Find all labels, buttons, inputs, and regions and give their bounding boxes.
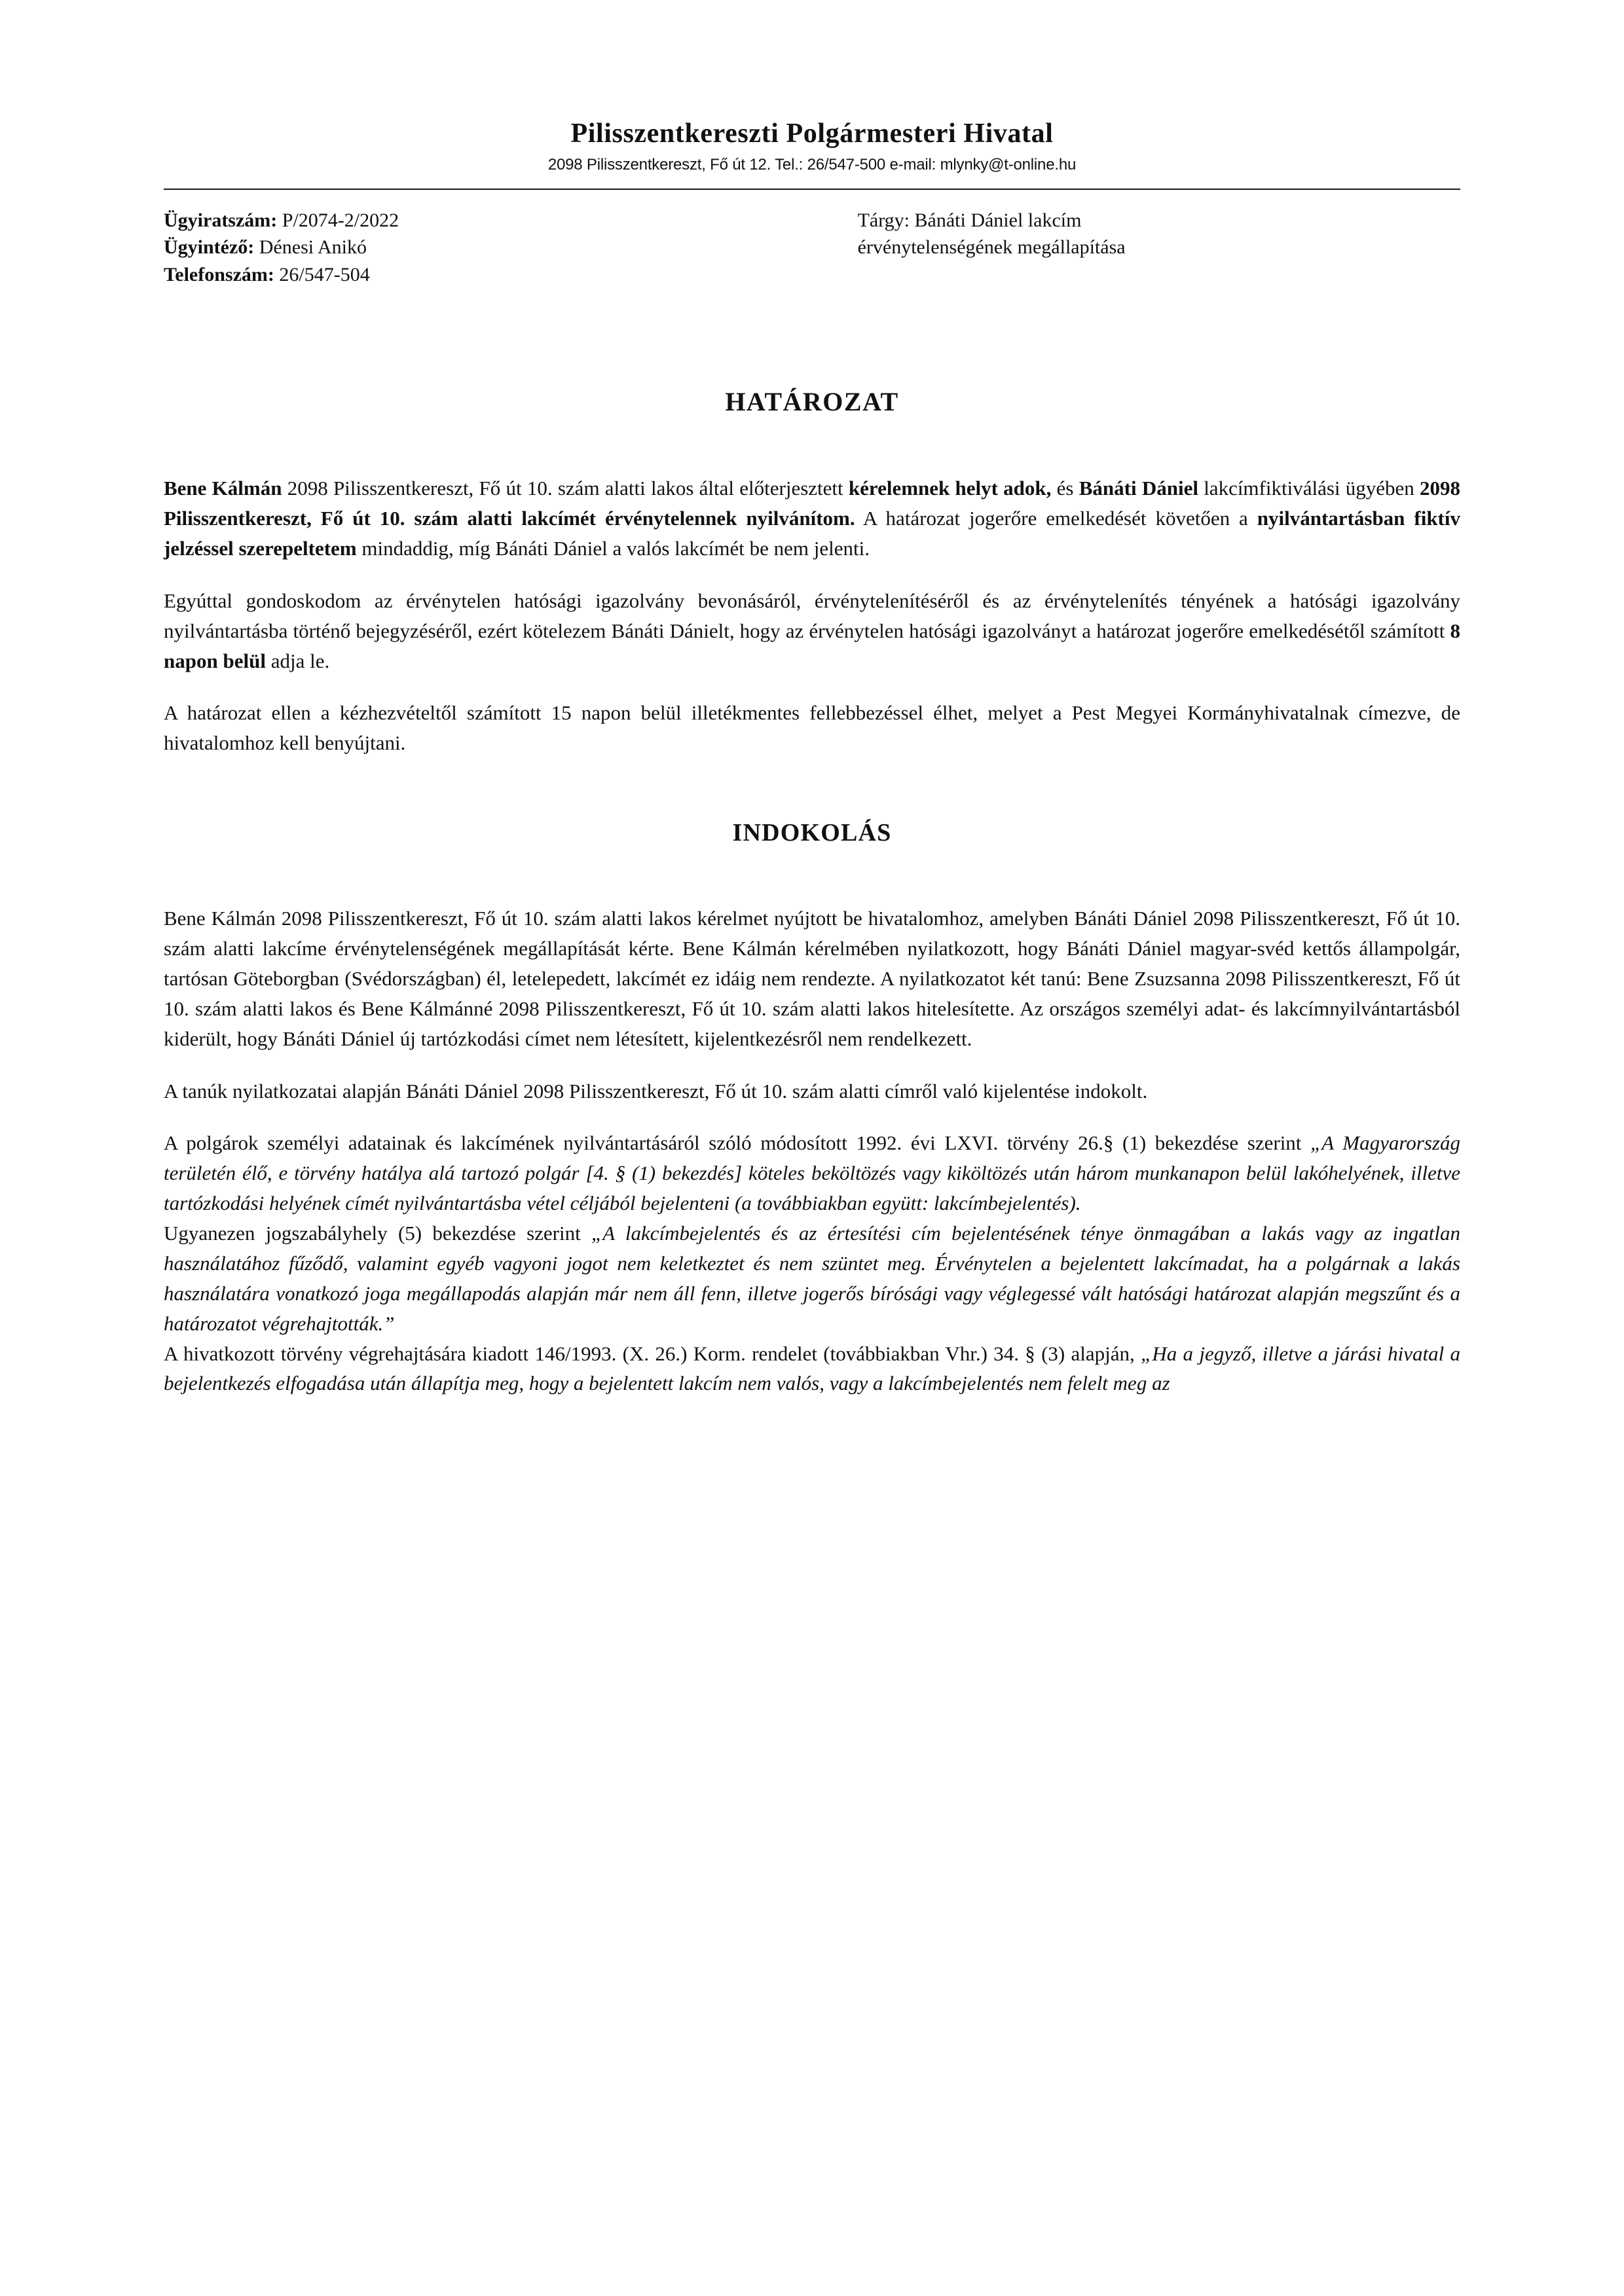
header-divider bbox=[164, 189, 1460, 190]
phone-value: 26/547-504 bbox=[279, 263, 370, 285]
reasoning-p4-text: Ugyanezen jogszabályhely (5) bekezdése szerint bbox=[164, 1222, 591, 1245]
clerk-label: Ügyintéző: bbox=[164, 236, 255, 259]
clerk-row bbox=[164, 234, 838, 261]
phone-row bbox=[164, 261, 838, 288]
office-contact: 2098 Pilisszentkereszt, Fő út 12. Tel.: 26/547-500 e-mail: mlynky@t-online.hu bbox=[547, 156, 1077, 173]
clerk-value: Dénesi Anikó bbox=[259, 236, 367, 259]
decision-p1-text-c: lakcímfiktiválási ügyében bbox=[1198, 477, 1420, 500]
reasoning-p3-quote: „A Magyarország területén élő, e törvény hatálya alá tartozó polgár [4. § (1) bekezdés] köteles beköltözés vagy kiköltözés után három munkanapon belül lakóhelyének, illetve tartózkodási helyének címét nyilvántartásba vétel céljából bejelenteni (a továbbiakban együtt: lakcímbejelentés). bbox=[164, 1131, 1460, 1215]
decision-p1-fictive-flag: nyilvántartásban fiktív jelzéssel szerepeltetem bbox=[164, 507, 1460, 560]
case-number-value: P/2074-2/2022 bbox=[282, 210, 399, 231]
decision-p1-address-void: 2098 Pilisszentkereszt, Fő út 10. szám alatti lakcímét érvénytelennek nyilvánítom. bbox=[164, 477, 1461, 530]
decision-p1-text-b: és bbox=[1051, 477, 1079, 500]
decision-paragraph-3: A határozat ellen a kézhezvételtől számított 15 napon belül illetékmentes fellebbezéssel élhet, melyet a Pest Megyei Kormányhivatalnak címezve, de hivatalomhoz kell benyújtani. bbox=[164, 701, 1460, 755]
decision-paragraph-2 bbox=[164, 586, 1460, 676]
reasoning-p4-quote: „A lakcímbejelentés és az értesítési cím bejelentésének ténye önmagában a lakás vagy az ingatlan használatához fűződő, valamint egyéb vagyoni jogot nem keletkeztet és nem szüntet meg. Érvénytelen a bejelentett lakcímadat, ha a polgárnak a lakás használatára vonatkozó joga megállapodás alapján már nem áll fenn, illetve jogerős bírósági vagy véglegessé vált hatósági határozat alapján megszűnt és a határozatot végrehajtották.” bbox=[164, 1222, 1460, 1335]
decision-p2-text-b: adja le. bbox=[265, 649, 330, 672]
subject-line-2: érvénytelenségének megállapítása bbox=[857, 236, 1126, 259]
reasoning-title: INDOKOLÁS bbox=[732, 819, 892, 847]
reasoning-paragraph-3 bbox=[164, 1128, 1460, 1218]
phone-label: Telefonszám: bbox=[164, 263, 274, 285]
meta-block bbox=[164, 207, 1460, 288]
meta-right bbox=[838, 207, 1460, 288]
reasoning-p5-quote: „Ha a jegyző, illetve a járási hivatal a bejelentkezés elfogadása után állapítja meg, hogy a bejelentett lakcím nem valós, vagy a lakcímbejelentés nem felelt meg az bbox=[164, 1341, 1460, 1395]
decision-p1-name: Bene Kálmán bbox=[164, 477, 282, 500]
meta-left bbox=[164, 207, 838, 288]
decision-p2-text-a: Egyúttal gondoskodom az érvénytelen hatósági igazolvány bevonásáról, érvénytelenítéséről és az érvénytelenítés tényének a hatósági igazolvány nyilvántartásba történő bejegyzéséről, ezért kötelezem Bánáti Dánielt, hogy az érvénytelen hatósági igazolványt a határozat jogerőre emelkedésétől számított bbox=[164, 589, 1460, 642]
decision-p1-subject-name: Bánáti Dániel bbox=[1079, 477, 1198, 500]
case-number-row bbox=[164, 207, 838, 234]
decision-p1-text-d: A határozat jogerőre emelkedését követően a bbox=[855, 507, 1257, 530]
reasoning-p5-text: A hivatkozott törvény végrehajtására kiadott 146/1993. (X. 26.) Korm. rendelet (továbbiakban Vhr.) 34. § (3) alapján, bbox=[164, 1341, 1141, 1365]
decision-paragraph-1 bbox=[164, 473, 1460, 564]
reasoning-paragraph-4 bbox=[164, 1218, 1460, 1339]
decision-p1-text-a: 2098 Pilisszentkereszt, Fő út 10. szám alatti lakos által előterjesztett bbox=[282, 477, 849, 500]
reasoning-paragraph-1: Bene Kálmán 2098 Pilisszentkereszt, Fő út 10. szám alatti lakos kérelmet nyújtott be hivatalomhoz, amelyben Bánáti Dániel 2098 Pilisszentkereszt, Fő út 10. szám alatti lakcíme érvénytelenségének megállapítását kérte. Bene Kálmán kérelmében nyilatkozott, hogy Bánáti Dániel magyar-svéd kettős állampolgár, tartósan Göteborgban (Svédországban) él, letelepedett, lakcímét ez idáig nem rendezte. A nyilatkozatot két tanú: Bene Zsuzsanna 2098 Pilisszentkereszt, Fő út 10. szám alatti lakos és Bene Kálmánné 2098 Pilisszentkereszt, Fő út 10. szám alatti lakos hitelesítette. Az országos személyi adat- és lakcímnyilvántartásból kiderült, hogy Bánáti Dániel új tartózkodási címet nem létesített, kijelentkezésről nem rendelkezett. bbox=[164, 907, 1460, 1050]
decision-p1-text-e: mindaddig, míg Bánáti Dániel a valós lakcímét be nem jelenti. bbox=[356, 536, 870, 560]
reasoning-paragraph-5 bbox=[164, 1339, 1460, 1399]
reasoning-paragraph-2: A tanúk nyilatkozatai alapján Bánáti Dániel 2098 Pilisszentkereszt, Fő út 10. szám alatti címről való kijelentése indokolt. bbox=[164, 1079, 1148, 1102]
decision-p2-deadline: 8 napon belül bbox=[164, 619, 1460, 672]
letterhead bbox=[164, 118, 1460, 174]
decision-p1-request: kérelemnek helyt adok, bbox=[848, 477, 1052, 500]
office-name: Pilisszentkereszti Polgármesteri Hivatal bbox=[570, 118, 1054, 149]
subject-line-1: Tárgy: Bánáti Dániel lakcím bbox=[857, 210, 1082, 231]
reasoning-p3-text: A polgárok személyi adatainak és lakcímének nyilvántartásáról szóló módosított 1992. évi LXVI. törvény 26.§ (1) bekezdése szerint bbox=[164, 1131, 1311, 1155]
document-title: HATÁROZAT bbox=[725, 387, 899, 417]
case-number-label: Ügyiratszám: bbox=[164, 210, 278, 231]
